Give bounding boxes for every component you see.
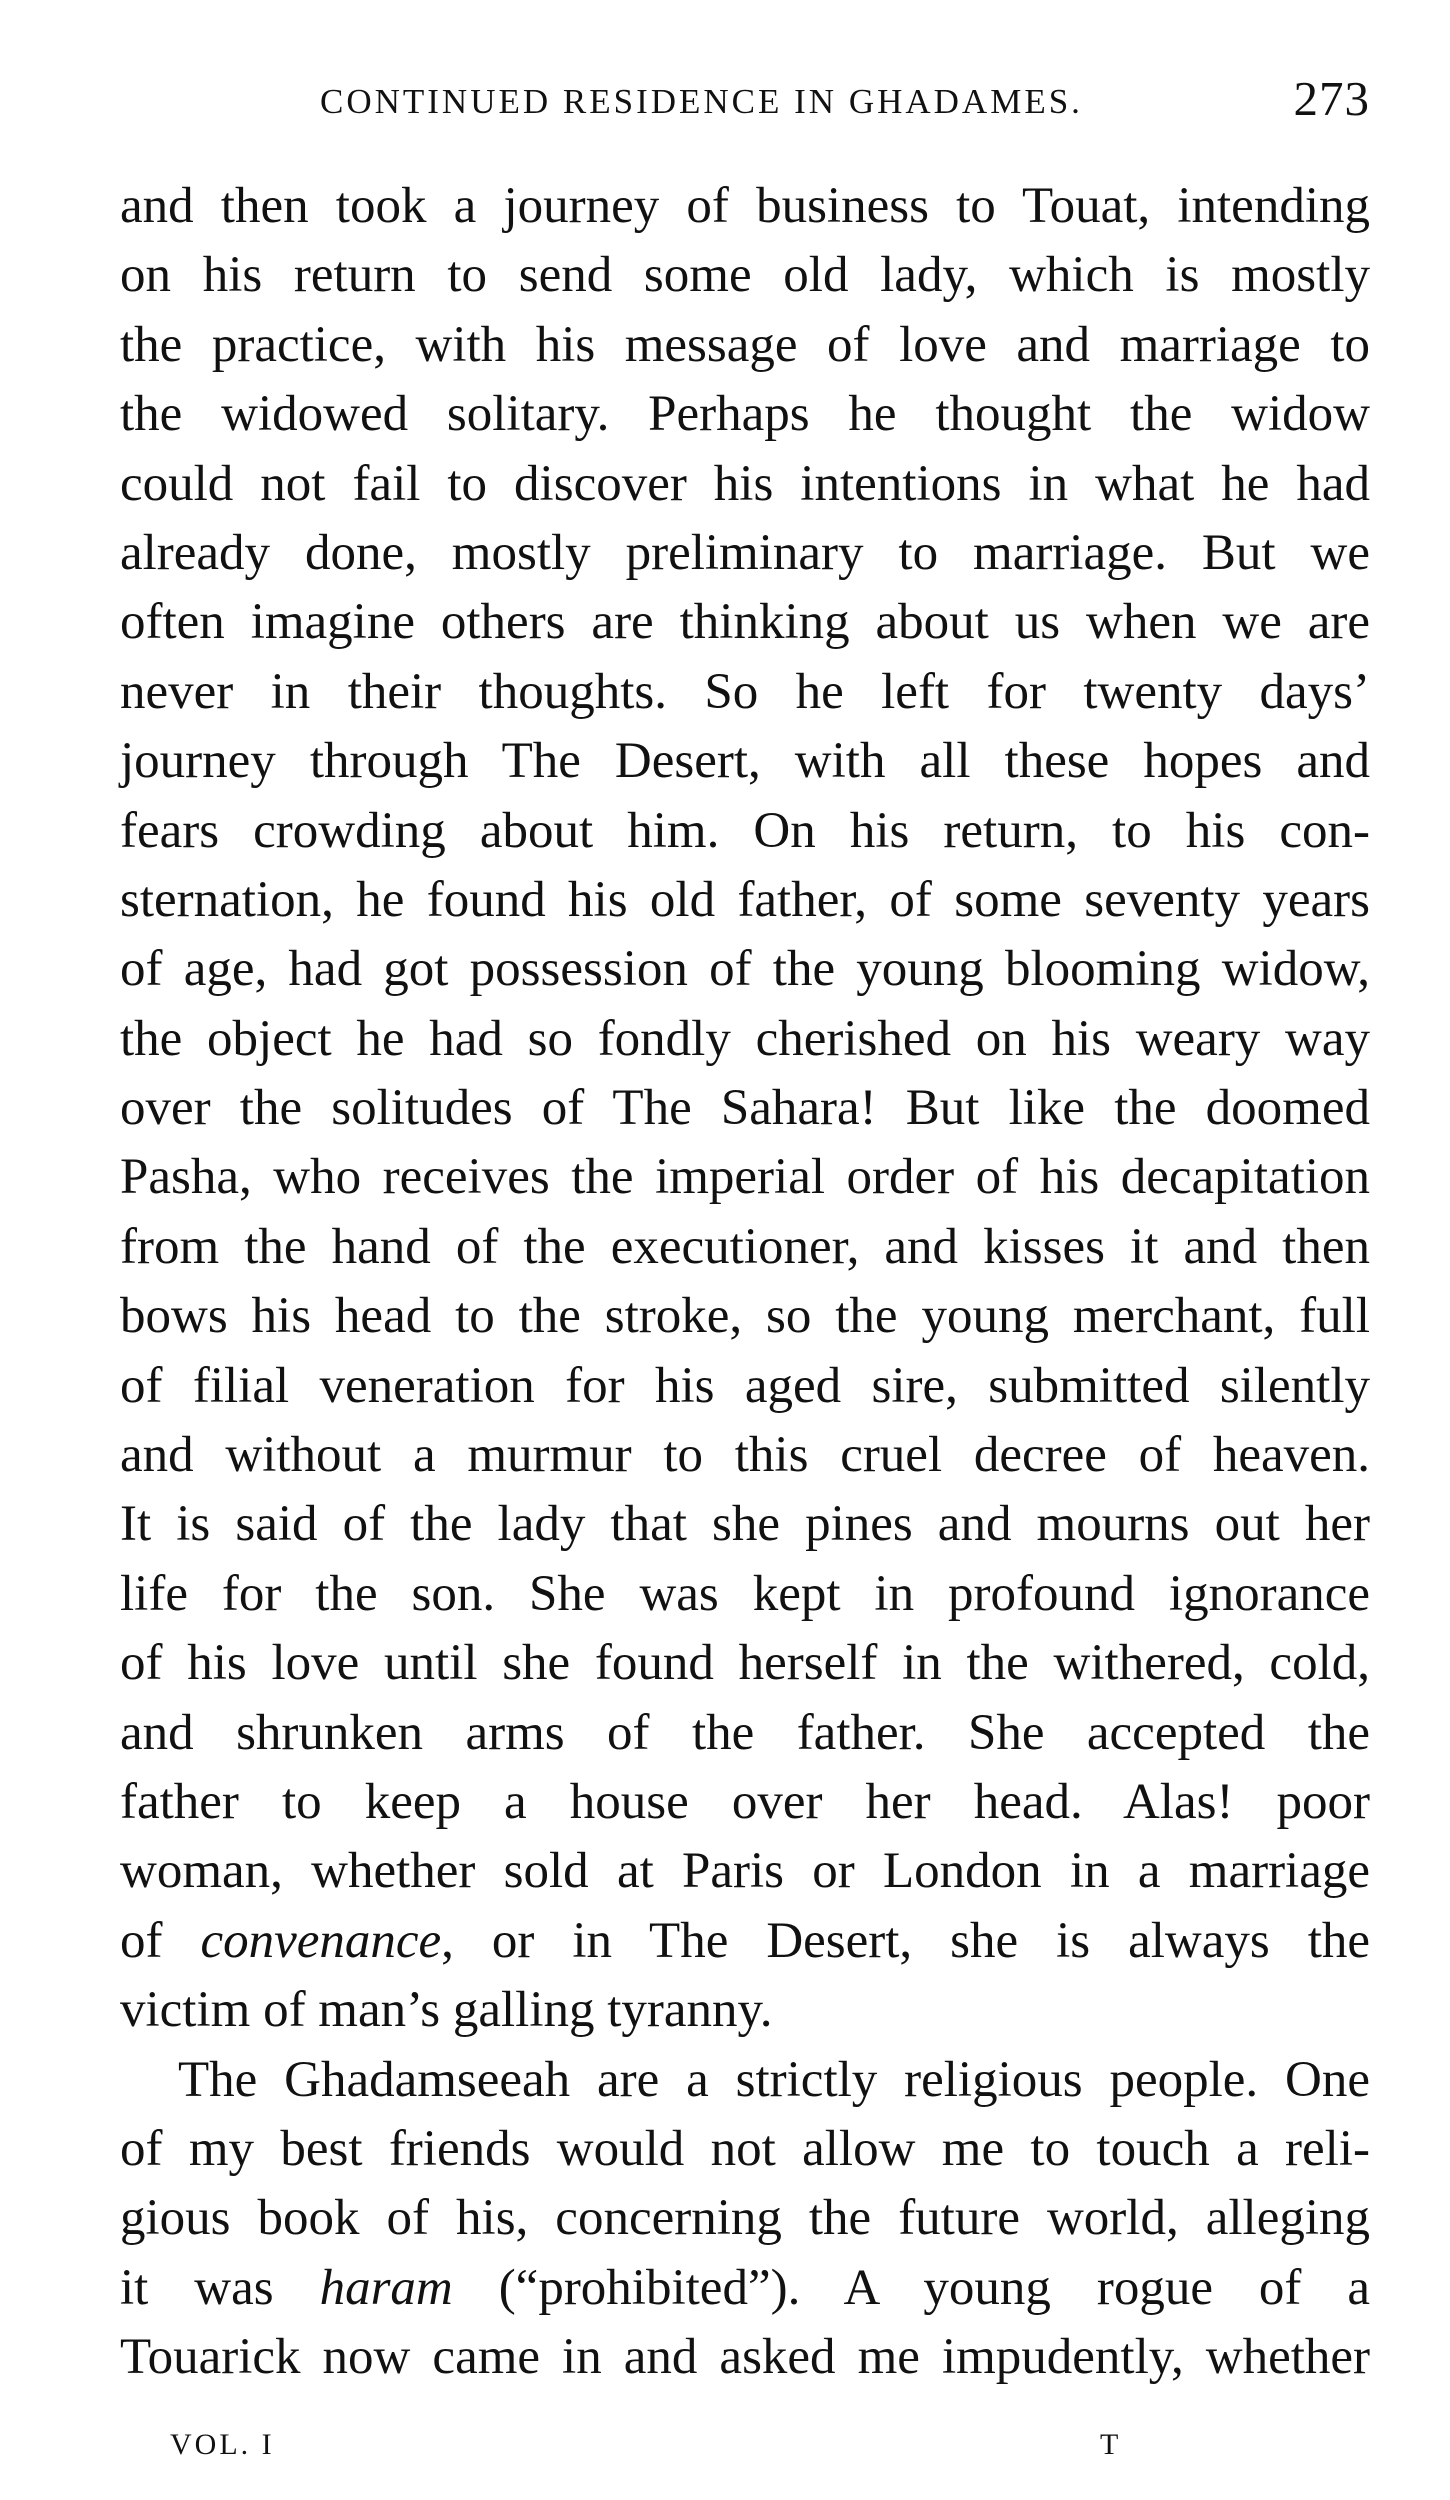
text-line: over the solitudes of The Sahara! But like the doomed	[120, 1080, 1370, 1137]
text-line: sternation, he found his old father, of some seventy years	[120, 871, 1370, 928]
text-line: already done, mostly preliminary to marriage. But we	[120, 524, 1370, 581]
text-line: and then took a journey of business to Touat, intending	[120, 178, 1370, 234]
text-line: It is said of the lady that she pines and mourns out her	[120, 1496, 1370, 1553]
text-line: the object he had so fondly cherished on his weary way	[120, 1010, 1370, 1067]
volume-mark: VOL. I	[170, 2428, 275, 2461]
text-line: of filial veneration for his aged sire, submitted silently	[120, 1357, 1370, 1414]
text-line: father to keep a house over her head. Alas! poor	[120, 1773, 1370, 1830]
text-line: on his return to send some old lady, which is mostly	[120, 247, 1370, 304]
text-line: often imagine others are thinking about us when we are	[120, 594, 1370, 651]
running-head	[120, 70, 1370, 130]
text-line: of my best friends would not allow me to touch a reli-	[120, 2120, 1370, 2177]
text-line: and without a murmur to this cruel decree of heaven.	[120, 1427, 1370, 1484]
text-line: the practice, with his message of love and marriage to	[120, 316, 1370, 373]
italic-word: haram	[319, 2259, 453, 2316]
italic-word: convenance	[200, 1912, 442, 1969]
text-line: bows his head to the stroke, so the young merchant, full	[120, 1288, 1370, 1345]
body-text	[120, 172, 1370, 2393]
text-line: victim of man’s galling tyranny.	[120, 1982, 773, 2039]
text-line: never in their thoughts. So he left for twenty days’	[120, 663, 1370, 720]
text-run: (“prohibited”). A young rogue of a	[452, 2259, 1371, 2316]
text-run: it was	[120, 2259, 320, 2316]
text-line: life for the son. She was kept in profound ignorance	[120, 1565, 1370, 1622]
text-line: could not fail to discover his intentions in what he had	[120, 455, 1370, 512]
text-line: of his love until she found herself in the withered, cold,	[120, 1635, 1370, 1692]
text-line: journey through The Desert, with all these hopes and	[120, 733, 1370, 790]
text-line: woman, whether sold at Paris or London in a marriage	[120, 1843, 1370, 1900]
text-line: fears crowding about him. On his return, to his con-	[120, 802, 1370, 859]
paragraph-start-line: The Ghadamseeah are a strictly religious people. One	[178, 2051, 1370, 2108]
running-title: CONTINUED RESIDENCE IN GHADAMES.	[320, 82, 1083, 121]
text-line: gious book of his, concerning the future world, alleging	[120, 2190, 1370, 2247]
text-run: of	[120, 1912, 201, 1969]
text-run: , or in The Desert, she is always the	[441, 1912, 1370, 1969]
page-number: 273	[1293, 71, 1370, 126]
signature-mark: T	[1100, 2428, 1119, 2461]
text-line: Touarick now came in and asked me impudently, whether	[120, 2329, 1370, 2386]
text-line-haram	[120, 2254, 1370, 2323]
text-line-convenance	[120, 1907, 1370, 1976]
page-footer	[170, 2428, 1170, 2468]
text-line: Pasha, who receives the imperial order of his decapitation	[120, 1149, 1370, 1206]
text-line: the widowed solitary. Perhaps he thought the widow	[120, 386, 1370, 443]
text-line: from the hand of the executioner, and kisses it and then	[120, 1218, 1370, 1275]
text-line: and shrunken arms of the father. She accepted the	[120, 1704, 1370, 1761]
text-line: of age, had got possession of the young blooming widow,	[120, 941, 1370, 998]
